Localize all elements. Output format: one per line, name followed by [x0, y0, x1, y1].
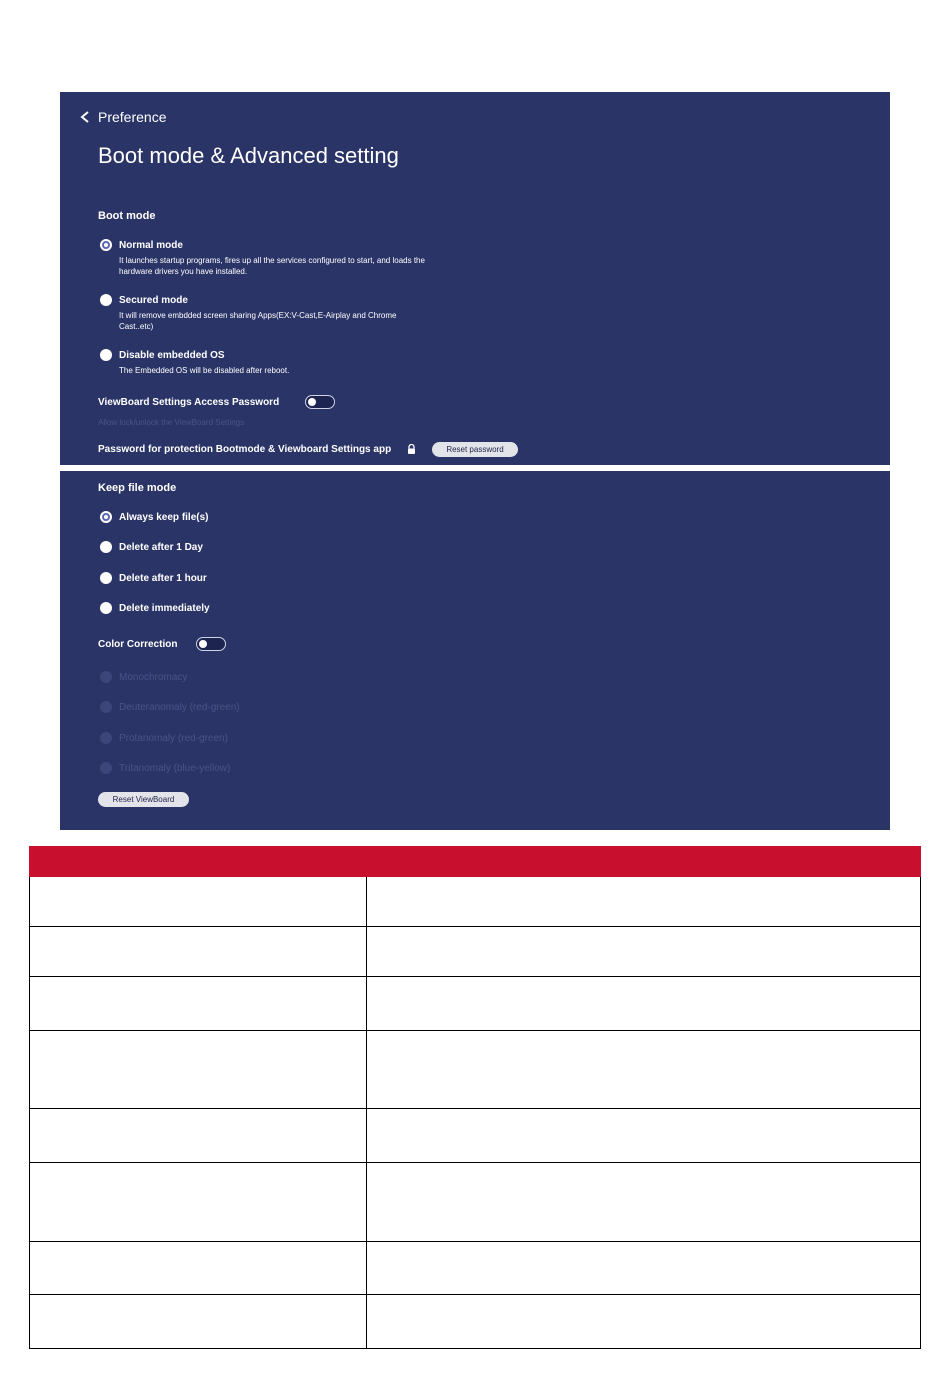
table-cell: [367, 977, 921, 1031]
table-header-cell: [367, 847, 921, 877]
table-row: [30, 877, 921, 927]
access-password-toggle[interactable]: [305, 395, 335, 409]
secured-mode-label[interactable]: Secured mode: [119, 295, 188, 306]
keep-file-mode-label: Keep file mode: [98, 482, 177, 494]
table-row: [30, 1163, 921, 1242]
normal-mode-desc: It launches startup programs, fires up all the services configured to start, and loads the hardware drivers you have installed.: [119, 256, 425, 276]
table-cell: [367, 1163, 921, 1242]
table-header-cell: [30, 847, 367, 877]
reset-password-button[interactable]: Reset password: [432, 442, 518, 457]
table-header-row: [30, 847, 921, 877]
always-keep-files-radio[interactable]: [100, 511, 112, 523]
table-row: [30, 977, 921, 1031]
normal-mode-label[interactable]: Normal mode: [119, 240, 183, 251]
table-cell: [367, 927, 921, 977]
settings-panel-top: [60, 92, 890, 465]
table-cell: [367, 877, 921, 927]
settings-panel-bottom: [60, 471, 890, 830]
normal-mode-radio[interactable]: [100, 239, 112, 251]
access-password-hint: Allow lock/unlock the ViewBoard Settings: [98, 418, 245, 427]
delete-after-1-day-label[interactable]: Delete after 1 Day: [119, 542, 203, 553]
table-cell: [30, 1163, 367, 1242]
monochromacy-radio: [100, 671, 112, 683]
table-row: [30, 1031, 921, 1109]
lock-icon: [407, 444, 416, 454]
table-cell: [367, 1242, 921, 1295]
boot-mode-label: Boot mode: [98, 210, 156, 222]
table-row: [30, 1295, 921, 1349]
delete-immediately-label[interactable]: Delete immediately: [119, 603, 210, 614]
table-cell: [30, 1242, 367, 1295]
table-row: [30, 1242, 921, 1295]
secured-mode-radio[interactable]: [100, 294, 112, 306]
monochromacy-label: Monochromacy: [119, 672, 188, 683]
disable-embedded-os-label[interactable]: Disable embedded OS: [119, 350, 225, 361]
chevron-left-icon[interactable]: [78, 110, 92, 124]
table-row: [30, 927, 921, 977]
secured-mode-desc: It will remove embdded screen sharing Apps(EX:V-Cast,E-Airplay and Chrome Cast..etc): [119, 311, 397, 331]
table-cell: [30, 1295, 367, 1349]
table-cell: [30, 877, 367, 927]
table-cell: [30, 1109, 367, 1163]
deuteranomaly-radio: [100, 701, 112, 713]
protection-password-label: Password for protection Bootmode & Viewboard Settings app: [98, 444, 392, 455]
access-password-label: ViewBoard Settings Access Password: [98, 397, 280, 408]
protanomaly-radio: [100, 732, 112, 744]
table-cell: [30, 927, 367, 977]
color-correction-toggle[interactable]: [196, 637, 226, 651]
table-cell: [367, 1031, 921, 1109]
settings-description-table: [29, 846, 921, 1349]
table-cell: [367, 1109, 921, 1163]
table-cell: [30, 1031, 367, 1109]
delete-after-1-hour-radio[interactable]: [100, 572, 112, 584]
reset-viewboard-button[interactable]: Reset ViewBoard: [98, 792, 189, 807]
disable-embedded-os-radio[interactable]: [100, 349, 112, 361]
color-correction-label: Color Correction: [98, 639, 178, 650]
tritanomaly-radio: [100, 762, 112, 774]
delete-after-1-day-radio[interactable]: [100, 541, 112, 553]
table-cell: [367, 1295, 921, 1349]
delete-after-1-hour-label[interactable]: Delete after 1 hour: [119, 573, 207, 584]
deuteranomaly-label: Deuteranomaly (red-green): [119, 702, 240, 713]
delete-immediately-radio[interactable]: [100, 602, 112, 614]
protanomaly-label: Protanomaly (red-green): [119, 733, 228, 744]
page-title: Boot mode & Advanced setting: [98, 143, 399, 168]
breadcrumb[interactable]: Preference: [98, 109, 167, 125]
tritanomaly-label: Tritanomaly (blue-yellow): [119, 763, 231, 774]
disable-embedded-os-desc: The Embedded OS will be disabled after reboot.: [119, 366, 290, 375]
table-cell: [30, 977, 367, 1031]
table-row: [30, 1109, 921, 1163]
always-keep-files-label[interactable]: Always keep file(s): [119, 512, 209, 523]
